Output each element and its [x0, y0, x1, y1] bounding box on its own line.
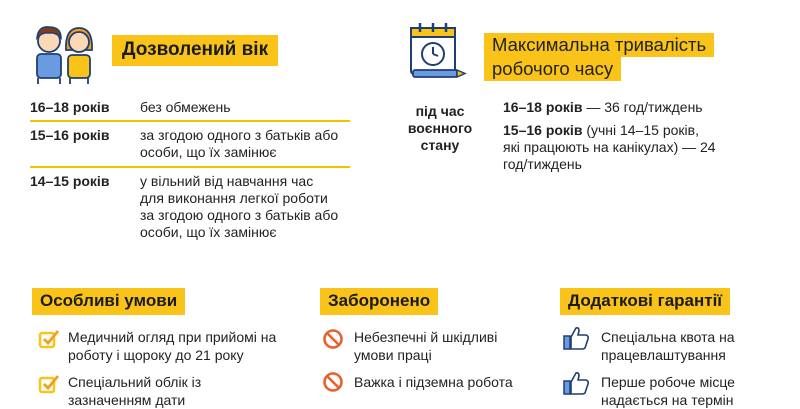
list-item: Небезпечні й шкідливі умови праці — [354, 329, 498, 363]
guarantees-title: Додаткові гарантії — [560, 288, 730, 315]
divider — [30, 120, 350, 122]
duration-line-2 — [503, 122, 718, 173]
age-desc: за згодою одного з батьків або особи, що їх замінює — [140, 127, 339, 160]
list-item: Медичний огляд при прийомі на роботу і щороку до 21 року — [68, 329, 277, 363]
duration-age: 15–16 років — [503, 122, 583, 138]
age-row — [30, 173, 350, 243]
duration-text: (учні 14–15 років, які працюють на канікулах) — 24 год/тиждень — [503, 122, 716, 172]
list-item: Спеціальний облік із зазначенням дати — [68, 374, 202, 408]
thumbs-up-icon — [562, 325, 590, 351]
max-duration-title-line2: робочого часу — [484, 57, 621, 81]
max-duration-title — [484, 33, 714, 81]
duration-text: — 36 год/тиждень — [582, 99, 703, 115]
age-label: 14–15 років — [30, 173, 110, 189]
special-conditions-title: Особливі умови — [32, 288, 185, 315]
age-label: 16–18 років — [30, 99, 110, 115]
duration-age: 16–18 років — [503, 99, 583, 115]
prohibited-title: Заборонено — [320, 288, 438, 315]
age-desc: у вільний від навчання час для виконання легкої роботи за згодою одного з батьків або особи, що їх замінює — [140, 173, 339, 240]
list-item: Перше робоче місце надається на термін — [601, 374, 735, 408]
max-duration-title-line1: Максимальна тривалість — [484, 33, 714, 57]
divider — [30, 166, 350, 168]
age-row — [30, 99, 350, 119]
calendar-clock-icon — [405, 20, 467, 82]
checkbox-icon — [38, 373, 60, 395]
age-label: 15–16 років — [30, 127, 110, 143]
list-item: Важка і підземна робота — [354, 374, 513, 390]
checkbox-icon — [38, 328, 60, 350]
list-item: Спеціальна квота на працевлаштування — [601, 329, 735, 363]
martial-law-label: під час воєнного стану — [407, 103, 473, 153]
children-icon — [28, 20, 100, 86]
duration-line-1 — [503, 99, 753, 116]
prohibited-icon — [322, 328, 344, 350]
age-row — [30, 127, 350, 163]
prohibited-icon — [322, 371, 344, 393]
age-desc: без обмежень — [140, 99, 231, 115]
thumbs-up-icon — [562, 370, 590, 396]
allowed-age-title: Дозволений вік — [112, 35, 278, 66]
